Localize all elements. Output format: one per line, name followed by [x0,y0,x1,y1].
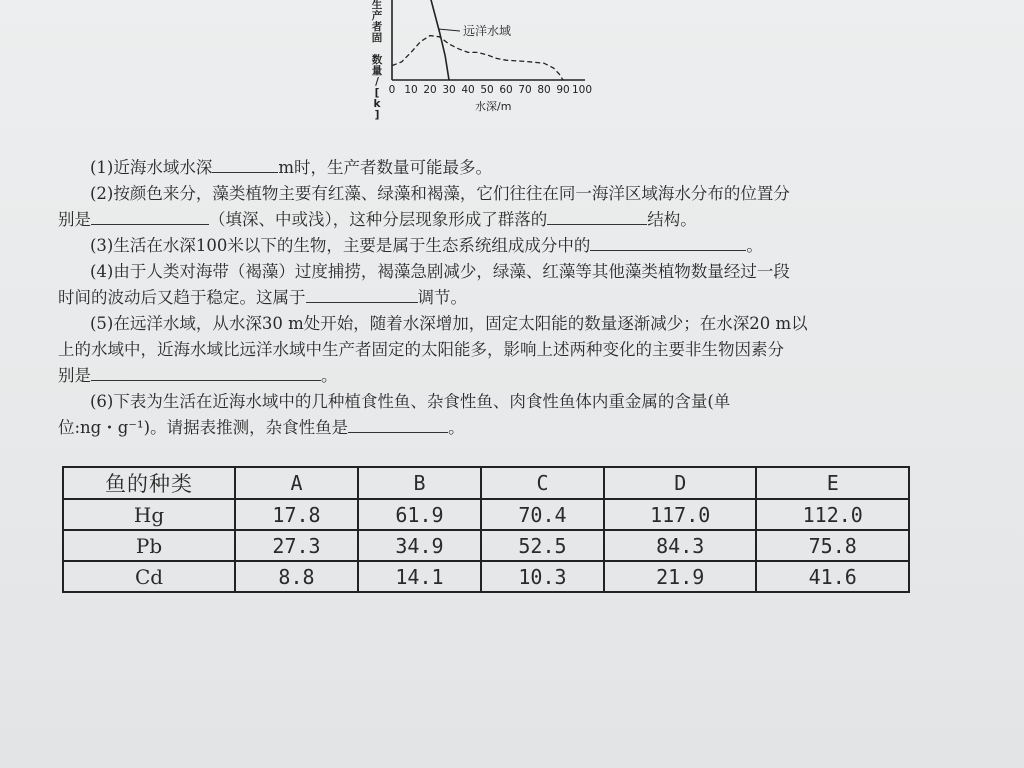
q6-text-a: 位:ng・g⁻¹)。请据表推测，杂食性鱼是 [58,418,349,437]
annotation-label: 远洋水域 [463,24,512,38]
question-5-line-1: (5)在远洋水域，从水深30 m处开始，随着水深增加，固定太阳能的数量逐渐减少；在水深20 m以 [90,314,808,333]
question-4-line-1: (4)由于人类对海带（褐藻）过度捕捞，褐藻急剧减少，绿藻、红藻等其他藻类植物数量经过一段 [90,262,790,281]
table-cell: 41.6 [756,561,909,592]
question-6-line-1: (6)下表为生活在近海水域中的几种植食性鱼、杂食性鱼、肉食性鱼体内重金属的含量(单 [90,392,731,411]
table-row [63,530,909,561]
q5-answer-blank[interactable] [91,366,321,381]
table-cell: 17.8 [235,499,358,530]
x-tick-label: 20 [423,84,437,96]
series-line-2 [392,36,563,80]
q6-answer-blank[interactable] [348,418,448,433]
q4-text-a: 时间的波动后又趋于稳定。这属于 [58,288,306,307]
y-axis-label-char: 生 [371,0,383,11]
heavy-metal-table [62,466,910,593]
x-axis-label: 水深/m [475,100,512,113]
table-cell: 27.3 [235,530,358,561]
table-header-cell: B [358,467,481,499]
table-header-cell: C [481,467,604,499]
table-header-cell: E [756,467,909,499]
table-cell: 8.8 [235,561,358,592]
question-1 [90,158,990,178]
table-cell: 21.9 [604,561,757,592]
table-header-cell: 鱼的种类 [63,467,235,499]
q3-answer-blank[interactable] [590,236,746,251]
y-axis-label-char: 数 [371,54,383,66]
table-row-label: Hg [63,499,235,530]
x-tick-label: 40 [461,84,475,96]
table-cell: 75.8 [756,530,909,561]
q2-position-blank[interactable] [91,210,209,225]
question-4-line-2 [58,288,958,308]
table-cell: 112.0 [756,499,909,530]
table-cell: 34.9 [358,530,481,561]
table-header-cell: D [604,467,757,499]
table-row [63,561,909,592]
x-tick-label: 10 [404,84,418,96]
q3-text-a: (3)生活在水深100米以下的生物，主要是属于生态系统组成成分中的 [90,236,591,255]
question-3 [90,236,990,256]
x-tick-label: 60 [499,84,513,96]
question-5-line-2: 上的水域中，近海水域比远洋水域中生产者固定的太阳能多，影响上述两种变化的主要非生物因素分 [58,340,784,359]
table-cell: 52.5 [481,530,604,561]
x-tick-label: 90 [556,84,570,96]
table-cell: 61.9 [358,499,481,530]
x-tick-label: 0 [388,84,396,96]
q4-answer-blank[interactable] [306,288,418,303]
depth-energy-chart [340,0,640,125]
question-5-line-3 [58,366,958,386]
table-row [63,499,909,530]
question-6-line-2 [58,418,958,438]
q4-text-b: 调节。 [417,288,467,307]
y-axis-label-char: 者 [371,21,383,33]
table-cell: 14.1 [358,561,481,592]
annotation-pointer [438,29,460,31]
q2-text-a: 别是 [58,210,91,229]
table-header-row [63,467,909,499]
q2-structure-blank[interactable] [547,210,647,225]
y-axis-label [372,0,383,121]
x-tick-label: 100 [571,84,593,96]
question-2-line-2 [58,210,958,230]
question-2-line-1: (2)按颜色来分，藻类植物主要有红藻、绿藻和褐藻，它们往往在同一海洋区域海水分布的位置分 [90,184,790,203]
x-tick-label: 30 [442,84,456,96]
q5-text-b: 。 [321,366,338,385]
q1-answer-blank[interactable] [212,158,278,173]
x-tick-label: 50 [480,84,494,96]
q2-text-c: 结构。 [647,210,697,229]
q6-text-b: 。 [448,418,465,437]
table-row-label: Cd [63,561,235,592]
y-axis-label-char: 产 [371,10,383,22]
table-cell: 117.0 [604,499,757,530]
table-cell: 84.3 [604,530,757,561]
y-axis-label-char: 量 [371,65,383,77]
table-header-cell: A [235,467,358,499]
q5-text-a: 别是 [58,366,91,385]
q2-text-b: （填深、中或浅），这种分层现象形成了群落的 [209,210,548,229]
y-axis-label-char: / [375,76,379,88]
y-axis-label-char: [ [374,87,380,99]
x-tick-label: 70 [518,84,532,96]
y-axis-label-char: ] [374,109,380,121]
table-row-label: Pb [63,530,235,561]
x-tick-label: 80 [537,84,551,96]
table-cell: 10.3 [481,561,604,592]
table-cell: 70.4 [481,499,604,530]
q3-text-b: 。 [746,236,763,255]
q1-text-a: (1)近海水域水深 [90,158,213,177]
q1-text-b: m时，生产者数量可能最多。 [278,158,493,177]
y-axis-label-char: k [373,98,381,110]
y-axis-label-char: 固 [371,32,383,44]
